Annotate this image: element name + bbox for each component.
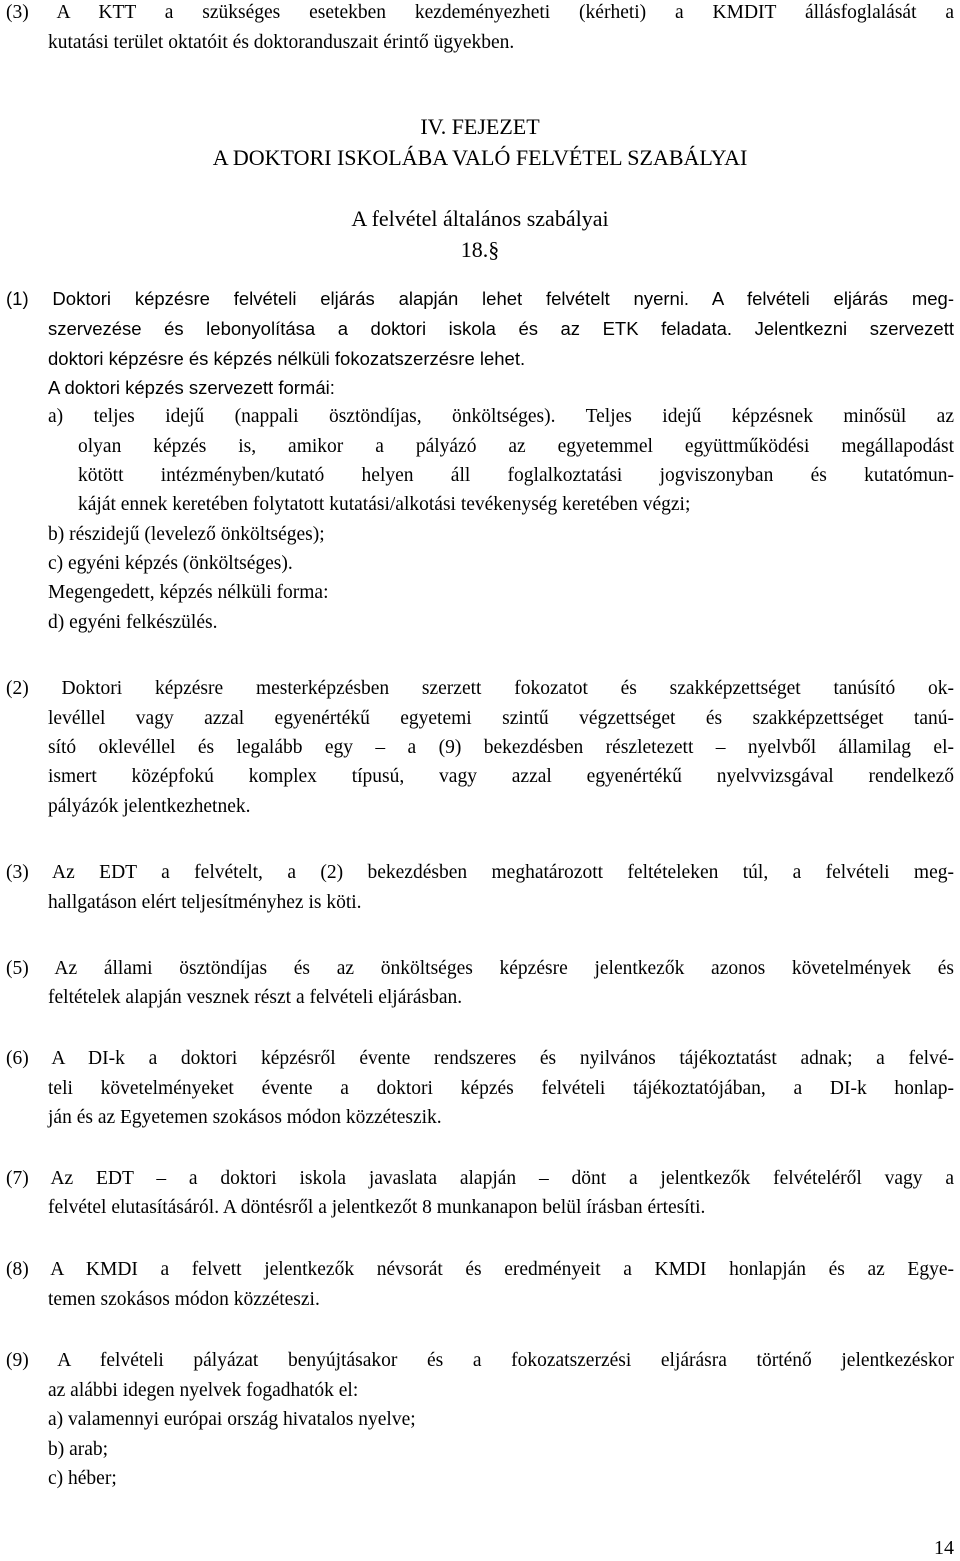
list-item: d) egyéni felkészülés. <box>48 612 218 633</box>
text-line: feltételek alapján vesznek részt a felvételi eljárásban. <box>48 987 463 1008</box>
text-line: kötött intézményben/kutató helyen áll foglalkoztatási jogviszonyban és kutatómun- <box>78 465 954 486</box>
text-line: (2) Doktori képzésre mesterképzésben szerzett fokozatot és szakképzettséget tanúsító ok- <box>6 678 954 699</box>
list-item: b) arab; <box>48 1439 109 1460</box>
text-line: olyan képzés is, amikor a pályázó az egyetemmel együttműködési megállapodást <box>78 436 954 457</box>
text-line: felvétel elutasításáról. A döntésről a jelentkezőt 8 munkanapon belül írásban értesíti. <box>48 1197 706 1218</box>
text-line: doktori képzésre és képzés nélküli fokozatszerzésre lehet. <box>48 348 526 369</box>
text-line: káját ennek keretében folytatott kutatási/alkotási tevékenység keretében végzi; <box>78 494 691 515</box>
text-line: pályázók jelentkezhetnek. <box>48 796 251 817</box>
chapter-title: A DOKTORI ISKOLÁBA VALÓ FELVÉTEL SZABÁLYAI <box>212 145 748 170</box>
text-line: kutatási terület oktatóit és doktoranduszait érintő ügyekben. <box>48 32 515 53</box>
text-line: (1) Doktori képzésre felvételi eljárás alapján lehet felvételt nyerni. A felvételi eljárás meg- <box>6 288 954 309</box>
text-line: (7) Az EDT – a doktori iskola javaslata alapján – dönt a jelentkezők felvételéről vagy a <box>6 1168 954 1189</box>
text-line: Megengedett, képzés nélküli forma: <box>48 582 329 603</box>
section-subtitle: A felvétel általános szabályai <box>351 206 609 231</box>
list-item: a) teljes idejű (nappali ösztöndíjas, önköltséges). Teljes idejű képzésnek minősül az <box>48 406 954 427</box>
text-line: az alábbi idegen nyelvek fogadhatók el: <box>48 1380 359 1401</box>
text-line: (5) Az állami ösztöndíjas és az önköltséges képzésre jelentkezők azonos követelmények és <box>6 958 954 979</box>
text-line: (9) A felvételi pályázat benyújtásakor és a fokozatszerzési eljárásra történő jelentkezéskor <box>6 1350 954 1371</box>
text-line: (3) Az EDT a felvételt, a (2) bekezdésben meghatározott feltételeken túl, a felvételi meg- <box>6 862 954 883</box>
text-line: (6) A DI-k a doktori képzésről évente rendszeres és nyilvános tájékoztatást adnak; a felvé- <box>6 1048 954 1069</box>
chapter-number: IV. FEJEZET <box>420 114 540 139</box>
text-line: levéllel vagy azzal egyenértékű egyetemi szintű végzettséget és szakképzettséget tanú- <box>48 708 954 729</box>
text-line: (3) A KTT a szükséges esetekben kezdeményezheti (kérheti) a KMDIT állásfoglalását a <box>6 2 954 23</box>
text-line: teli követelményeket évente a doktori képzés felvételi tájékoztatójában, a DI-k honlap- <box>48 1078 954 1099</box>
text-line: ján és az Egyetemen szokásos módon közzéteszik. <box>48 1107 442 1128</box>
text-line: (8) A KMDI a felvett jelentkezők névsorát és eredményeit a KMDI honlapján és az Egye- <box>6 1259 954 1280</box>
list-item: c) egyéni képzés (önköltséges). <box>48 553 293 574</box>
list-item: b) részidejű (levelező önköltséges); <box>48 524 325 545</box>
text-line: A doktori képzés szervezett formái: <box>48 377 335 398</box>
page-number: 14 <box>934 1537 954 1559</box>
list-item: a) valamennyi európai ország hivatalos nyelve; <box>48 1409 416 1430</box>
text-line: temen szokásos módon közzéteszi. <box>48 1289 320 1310</box>
section-number: 18.§ <box>460 237 500 262</box>
list-item: c) héber; <box>48 1468 117 1489</box>
text-line: szervezése és lebonyolítása a doktori iskola és az ETK feladata. Jelentkezni szervezett <box>48 318 954 339</box>
text-line: hallgatáson elért teljesítményhez is köti. <box>48 892 362 913</box>
text-line: ismert középfokú komplex típusú, vagy azzal egyenértékű nyelvvizsgával rendelkező <box>48 766 954 787</box>
text-line: sító oklevéllel és legalább egy – a (9) bekezdésben részletezett – nyelvből államilag el- <box>48 737 954 758</box>
